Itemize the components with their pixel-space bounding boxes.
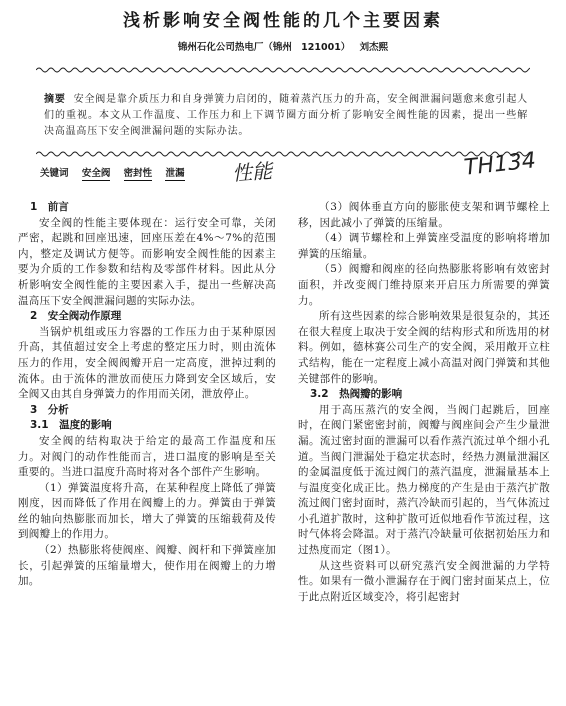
section-heading: 2 安全阀动作原理: [30, 310, 122, 323]
keyword: 泄漏: [165, 168, 185, 179]
author-line: [0, 39, 566, 53]
section-heading: 3.2 热阀瓣的影响: [310, 388, 403, 401]
keyword: 密封性: [123, 168, 153, 179]
body-paragraph: 安全阀的结构取决于给定的最高工作温度和压力。对阀门的动作性能而言，进口温度的影响是至关重要的。当进口温度升高时将对各个部件产生影响。: [18, 434, 276, 479]
body-paragraph: （5）阀瓣和阀座的径向热膨胀将影响有效密封面积，并改变阀门维持原来开启压力所需要的弹簧力。: [298, 263, 550, 307]
keyword: 安全阀: [81, 168, 111, 179]
abstract-label: 摘要: [44, 94, 66, 105]
left-column: [18, 200, 276, 590]
divider-wavy-bottom: [36, 150, 530, 158]
body-paragraph: 所有这些因素的综合影响效果是很复杂的，其还在很大程度上取决于安全阀的结构形式和所选用的材料。例如，德林赛公司生产的安全阀，采用敞开立柱式结构，能在一定程度上减小高温对阀门弹簧和其他关键部件的影响。: [298, 310, 550, 385]
section-heading: 3 分析: [30, 403, 69, 416]
handwritten-classification-code: TH134: [462, 148, 538, 181]
body-paragraph: （1）弹簧温度将升高，在某种程度上降低了弹簧刚度，因而降低了作用在阀瓣上的力。弹簧由于弹簧丝的轴向热膨胀而加长，增大了弹簧的压缩载荷及传到阀瓣上的作用力。: [18, 481, 276, 541]
body-paragraph: 当锅炉机组或压力容器的工作压力由于某种原因升高，其值超过安全上考虑的整定压力时，则由流体压力的作用，安全阀阀瓣开启一定高度，泄掉过剩的流体。由于流体的泄放而使压力降到安全区域后，安全阀又由其自身弹簧力的作用而关闭，泄放停止。: [18, 325, 276, 401]
body-paragraph: 用于高压蒸汽的安全阀，当阀门起跳后，回座时，在阀门紧密密封前，阀瓣与阀座间会产生少量泄漏。流过密封面的泄漏可以看作蒸汽流过单个细小孔道。当阀门泄漏处于稳定状态时，经热力测量泄漏区的金属温度低于流过阀门的蒸汽温度，泄漏量基本上与温度变化成正比。热力梯度的产生是由于蒸汽扩散流过阀门密封面时，蒸汽冷缺而引起的，当气体流过小孔道扩散时，这种扩散可近似地看作节流过程，这时气体将会降温。对于蒸汽冷缺量可依据初始压力和过热度而定（图1）。: [298, 403, 550, 557]
keywords: [40, 165, 195, 179]
handwritten-note: 性能: [231, 158, 273, 186]
body-paragraph: 安全阀的性能主要体现在：运行安全可靠，关闭严密，起跳和回座迅速，回座压差在4%～7%的范围内，整定及调试方便等。而影响安全阀性能的因素主要为介质的工作参数和结构及零部件材料。因此从分析影响安全阀性能的主要因素入手，提出一些解决高温高压下安全阀泄漏问题的实际办法。: [18, 216, 276, 307]
body-paragraph: （3）阀体垂直方向的膨胀使支架和调节螺栓上移，因此减小了弹簧的压缩量。: [298, 201, 550, 229]
section-heading: 1 前言: [30, 201, 69, 213]
right-column: [298, 200, 550, 605]
affiliation: 锦州石化公司热电厂（锦州 121001）: [177, 42, 351, 53]
body-paragraph: 从这些资料可以研究蒸汽安全阀泄漏的力学特性。如果有一微小泄漏存在于阀门密封面某点上，位于此点附近区域变冷，将引起密封: [298, 559, 550, 603]
keywords-label: 关键词: [40, 168, 69, 179]
divider-wavy-top: [36, 66, 530, 74]
section-heading: 3.1 温度的影响: [30, 419, 112, 432]
body-paragraph: （2）热膨胀将使阀座、阀瓣、阀杆和下弹簧座加长，引起弹簧的压缩量增大，使作用在阀瓣上的力增加。: [18, 544, 276, 588]
abstract-text: 安全阀是靠介质压力和自身弹簧力启闭的，随着蒸汽压力的升高，安全阀泄漏问题愈来愈引起人们的重视。本文从工作温度、工作压力和上下调节圈方面分析了影响安全阀性能的因素，提出一些解决高温高压下安全阀泄漏问题的实际办法。: [44, 94, 528, 137]
author-name: 刘杰熙: [359, 42, 389, 53]
abstract: [44, 92, 528, 140]
paper-title: 浅析影响安全阀性能的几个主要因素: [123, 11, 443, 31]
body-paragraph: （4）调节螺栓和上弹簧座受温度的影响将增加弹簧的压缩量。: [298, 232, 550, 260]
